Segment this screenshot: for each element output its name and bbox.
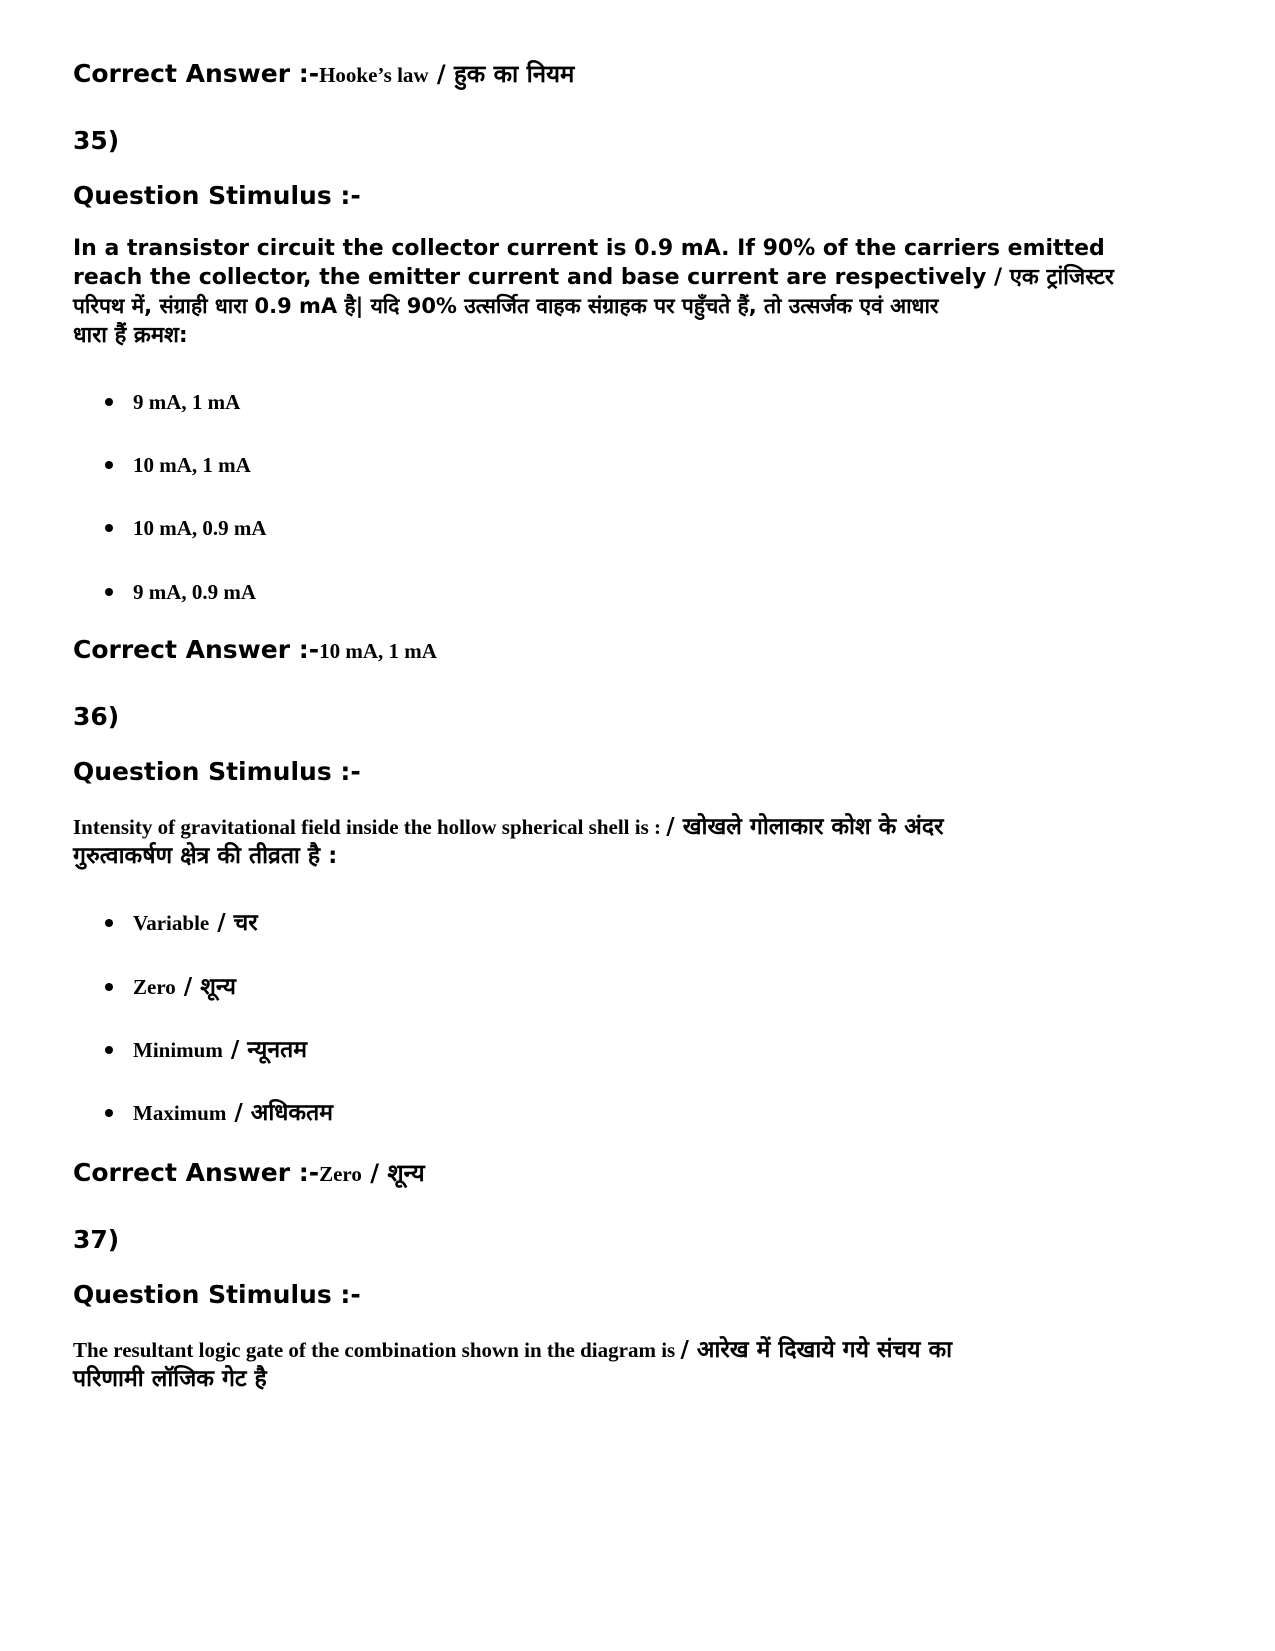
answer-value: Hooke’s law	[319, 63, 429, 87]
option-item	[105, 1099, 333, 1127]
question-stimulus-text	[73, 234, 1114, 350]
bullet-icon	[105, 461, 113, 469]
option-text: Maximum	[133, 1101, 227, 1125]
stimulus-line: परिपथ में, संग्राही धारा 0.9 mA है| यदि 90% उत्सर्जित वाहक संग्राहक पर पहुँचते हैं, तो उत्सर्जक एवं आधार	[73, 294, 939, 318]
answer-label: Correct Answer :-	[73, 1158, 320, 1187]
option-item	[105, 514, 267, 542]
answer-value-hindi: / हुक का नियम	[428, 60, 575, 88]
option-text-hindi: / चर	[209, 910, 258, 936]
option-text: 10 mA, 1 mA	[133, 453, 251, 477]
stimulus-hindi: / आरेख में दिखाये गये संचय का	[680, 1337, 953, 1363]
option-text: Minimum	[133, 1038, 223, 1062]
option-item	[105, 973, 236, 1001]
bullet-icon	[105, 983, 113, 991]
stimulus-hindi: / खोखले गोलाकार कोश के अंदर	[666, 814, 944, 840]
correct-answer	[73, 1157, 425, 1190]
option-item	[105, 388, 240, 416]
option-item	[105, 909, 258, 937]
bullet-icon	[105, 588, 113, 596]
option-item	[105, 451, 251, 479]
bullet-icon	[105, 1046, 113, 1054]
stimulus-line	[73, 842, 944, 871]
stimulus-english: Intensity of gravitational field inside the hollow spherical shell is :	[73, 815, 667, 839]
stimulus-hindi: परिणामी लॉजिक गेट है	[73, 1366, 267, 1392]
question-stimulus-label: Question Stimulus :-	[73, 1280, 361, 1309]
answer-label: Correct Answer :-	[73, 59, 320, 88]
option-text: 10 mA, 0.9 mA	[133, 516, 267, 540]
question-stimulus-label: Question Stimulus :-	[73, 181, 361, 210]
option-text-hindi: / न्यूनतम	[222, 1037, 308, 1063]
option-text: 9 mA, 1 mA	[133, 390, 241, 414]
option-item	[105, 578, 256, 606]
answer-value: Zero	[319, 1162, 362, 1186]
question-stimulus-text	[73, 1336, 952, 1394]
option-text-hindi: / अधिकतम	[226, 1100, 333, 1126]
question-number: 35)	[73, 126, 120, 155]
bullet-icon	[105, 398, 113, 406]
question-stimulus-label: Question Stimulus :-	[73, 757, 361, 786]
answer-value: 10 mA, 1 mA	[319, 639, 437, 663]
prev-correct-answer	[73, 58, 574, 91]
stimulus-english: The resultant logic gate of the combination shown in the diagram is	[73, 1338, 681, 1362]
stimulus-line	[73, 813, 944, 842]
stimulus-line: reach the collector, the emitter current and base current are respectively / एक ट्रांजिस्टर	[73, 265, 1114, 290]
question-number: 37)	[73, 1225, 120, 1254]
bullet-icon	[105, 919, 113, 927]
stimulus-hindi: गुरुत्वाकर्षण क्षेत्र की तीव्रता है :	[73, 843, 338, 869]
stimulus-line	[73, 1336, 952, 1365]
question-stimulus-text	[73, 813, 944, 871]
option-text: Variable	[133, 911, 210, 935]
question-number: 36)	[73, 702, 120, 731]
stimulus-line: धारा हैं क्रमश:	[73, 323, 188, 348]
stimulus-line	[73, 1365, 952, 1394]
option-item	[105, 1036, 307, 1064]
answer-value-hindi: / शून्य	[361, 1159, 425, 1187]
option-text: 9 mA, 0.9 mA	[133, 580, 257, 604]
correct-answer	[73, 634, 437, 667]
bullet-icon	[105, 524, 113, 532]
bullet-icon	[105, 1109, 113, 1117]
answer-label: Correct Answer :-	[73, 635, 320, 664]
option-text-hindi: / शून्य	[175, 974, 236, 1000]
stimulus-line: In a transistor circuit the collector current is 0.9 mA. If 90% of the carriers emitted	[73, 236, 1105, 261]
option-text: Zero	[133, 975, 176, 999]
